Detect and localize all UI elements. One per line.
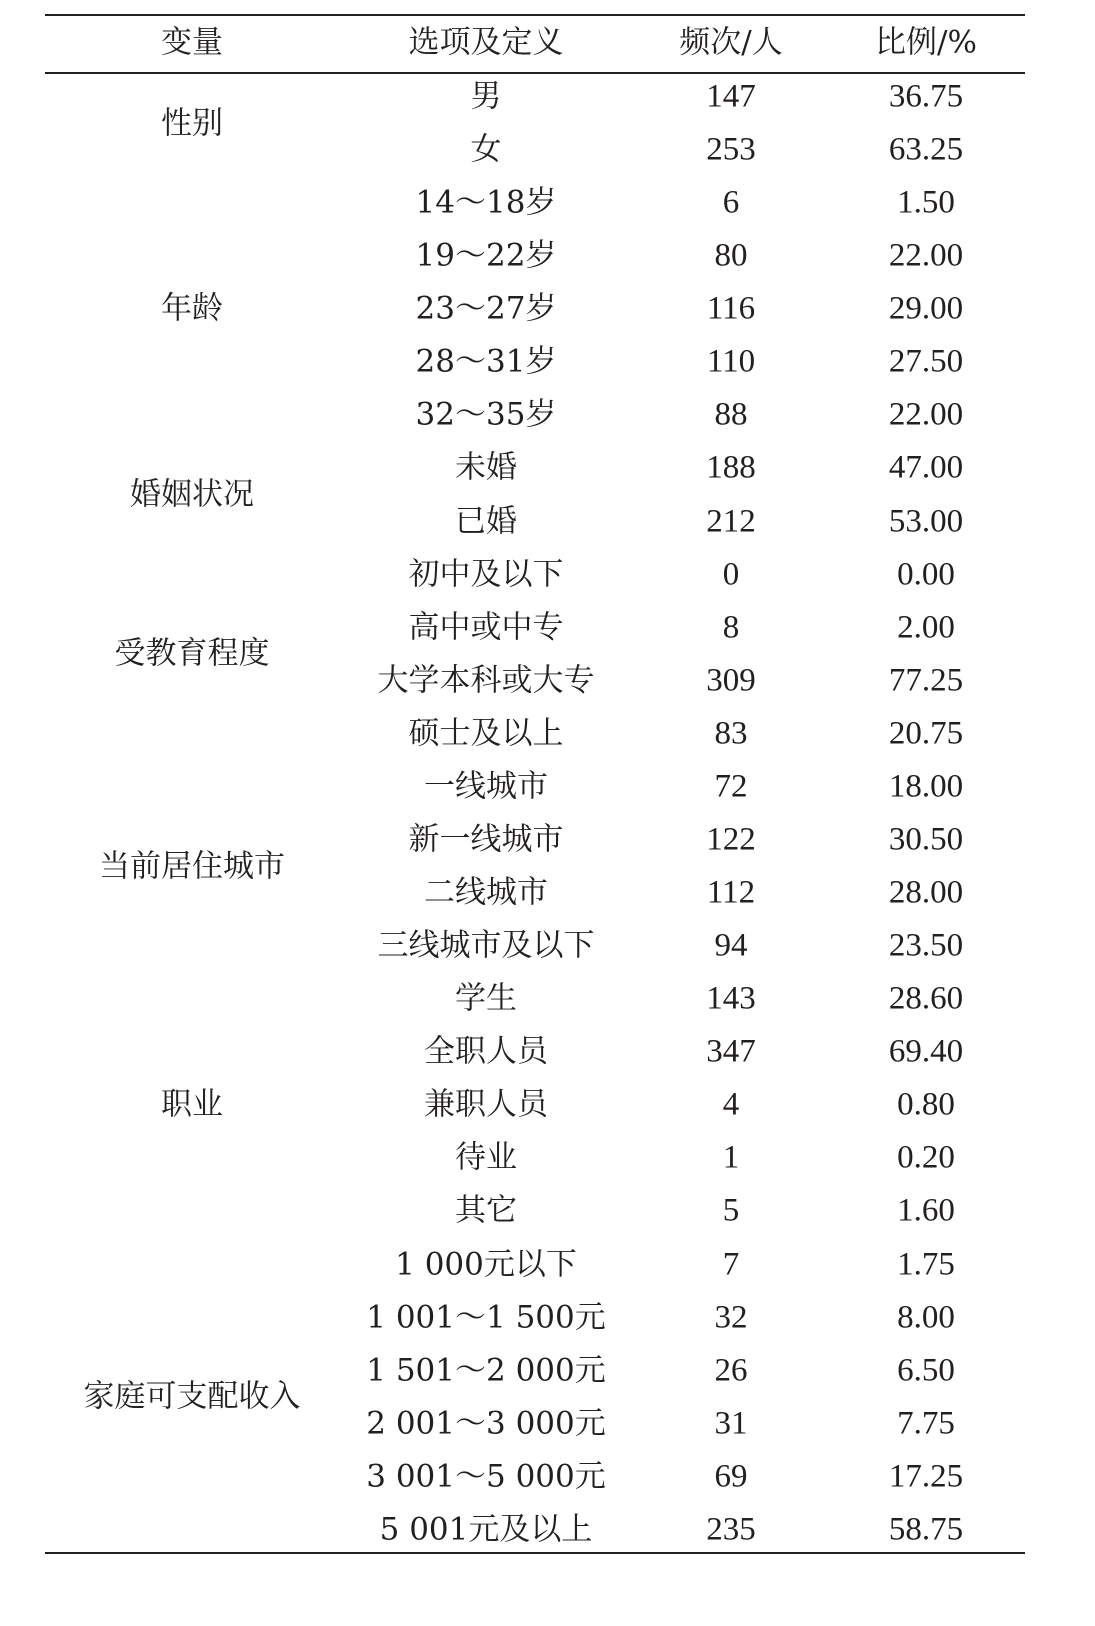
percent-cell: 30.50 — [888, 821, 964, 858]
header-count: 频次/人 — [679, 24, 783, 61]
option-cell: 高中或中专 — [408, 609, 564, 646]
option-cell: 其它 — [455, 1192, 517, 1229]
option-cell: 28～31岁 — [415, 343, 557, 380]
count-cell: 147 — [706, 78, 756, 115]
option-cell: 14～18岁 — [415, 184, 557, 221]
count-cell: 0 — [722, 556, 740, 593]
count-cell: 235 — [706, 1511, 756, 1548]
percent-cell: 69.40 — [888, 1033, 964, 1070]
table-header-rule — [45, 72, 1025, 74]
percent-cell: 1.60 — [897, 1192, 955, 1229]
percent-cell: 17.25 — [888, 1458, 964, 1495]
variable-label: 职业 — [161, 1086, 223, 1123]
variable-label: 婚姻状况 — [130, 476, 254, 513]
header-variable: 变量 — [161, 24, 223, 61]
percent-cell: 47.00 — [888, 449, 964, 486]
percent-cell: 29.00 — [888, 290, 964, 327]
option-cell: 已婚 — [455, 503, 517, 540]
count-cell: 4 — [722, 1086, 740, 1123]
count-cell: 26 — [714, 1352, 748, 1389]
option-cell: 32～35岁 — [415, 396, 557, 433]
option-cell: 19～22岁 — [415, 237, 557, 274]
percent-cell: 20.75 — [888, 715, 964, 752]
variable-label: 年龄 — [161, 290, 223, 327]
option-cell: 学生 — [455, 980, 517, 1017]
header-option: 选项及定义 — [408, 24, 564, 61]
option-cell: 3 001～5 000元 — [366, 1458, 606, 1495]
option-cell: 2 001～3 000元 — [366, 1405, 606, 1442]
percent-cell: 7.75 — [897, 1405, 955, 1442]
count-cell: 8 — [722, 609, 740, 646]
count-cell: 32 — [714, 1299, 748, 1336]
count-cell: 122 — [706, 821, 756, 858]
count-cell: 6 — [722, 184, 740, 221]
option-cell: 新一线城市 — [408, 821, 564, 858]
count-cell: 110 — [706, 343, 756, 380]
count-cell: 7 — [722, 1246, 740, 1283]
option-cell: 5 001元及以上 — [379, 1511, 593, 1548]
percent-cell: 53.00 — [888, 503, 964, 540]
option-cell: 二线城市 — [424, 874, 548, 911]
option-cell: 1 000元以下 — [395, 1246, 577, 1283]
percent-cell: 28.00 — [888, 874, 964, 911]
option-cell: 23～27岁 — [415, 290, 557, 327]
variable-label: 性别 — [161, 105, 223, 142]
percent-cell: 63.25 — [888, 131, 964, 168]
percent-cell: 23.50 — [888, 927, 964, 964]
count-cell: 5 — [722, 1192, 740, 1229]
percent-cell: 58.75 — [888, 1511, 964, 1548]
percent-cell: 8.00 — [897, 1299, 955, 1336]
option-cell: 全职人员 — [424, 1033, 548, 1070]
percent-cell: 77.25 — [888, 662, 964, 699]
count-cell: 253 — [706, 131, 756, 168]
option-cell: 女 — [470, 131, 502, 168]
percent-cell: 2.00 — [897, 609, 955, 646]
count-cell: 309 — [706, 662, 756, 699]
percent-cell: 36.75 — [888, 78, 964, 115]
percent-cell: 22.00 — [888, 396, 964, 433]
variable-label: 当前居住城市 — [99, 848, 285, 884]
option-cell: 一线城市 — [424, 768, 548, 805]
percent-cell: 6.50 — [897, 1352, 955, 1389]
count-cell: 347 — [706, 1033, 756, 1070]
count-cell: 83 — [714, 715, 748, 752]
option-cell: 硕士及以上 — [408, 715, 564, 752]
count-cell: 112 — [706, 874, 756, 911]
count-cell: 143 — [706, 980, 756, 1017]
count-cell: 80 — [714, 237, 748, 274]
count-cell: 116 — [706, 290, 756, 327]
percent-cell: 0.00 — [897, 556, 955, 593]
count-cell: 31 — [714, 1405, 748, 1442]
option-cell: 1 501～2 000元 — [366, 1352, 606, 1389]
table-top-rule — [45, 14, 1025, 16]
variable-label: 受教育程度 — [114, 635, 270, 672]
option-cell: 兼职人员 — [424, 1086, 548, 1123]
option-cell: 1 001～1 500元 — [366, 1299, 606, 1336]
percent-cell: 28.60 — [888, 980, 964, 1017]
option-cell: 三线城市及以下 — [377, 927, 595, 964]
option-cell: 初中及以下 — [408, 556, 564, 593]
count-cell: 88 — [714, 396, 748, 433]
percent-cell: 1.50 — [897, 184, 955, 221]
count-cell: 72 — [714, 768, 748, 805]
option-cell: 男 — [470, 78, 502, 115]
option-cell: 未婚 — [455, 449, 517, 486]
count-cell: 69 — [714, 1458, 748, 1495]
percent-cell: 0.80 — [897, 1086, 955, 1123]
variable-label: 家庭可支配收入 — [83, 1378, 301, 1415]
table-bottom-rule — [45, 1552, 1025, 1554]
header-percent: 比例/% — [875, 24, 977, 61]
count-cell: 212 — [706, 503, 756, 540]
percent-cell: 18.00 — [888, 768, 964, 805]
percent-cell: 0.20 — [897, 1139, 955, 1176]
percent-cell: 27.50 — [888, 343, 964, 380]
percent-cell: 22.00 — [888, 237, 964, 274]
option-cell: 大学本科或大专 — [377, 662, 595, 699]
option-cell: 待业 — [455, 1139, 517, 1176]
percent-cell: 1.75 — [897, 1246, 955, 1283]
count-cell: 1 — [722, 1139, 740, 1176]
count-cell: 94 — [714, 927, 748, 964]
count-cell: 188 — [706, 449, 756, 486]
